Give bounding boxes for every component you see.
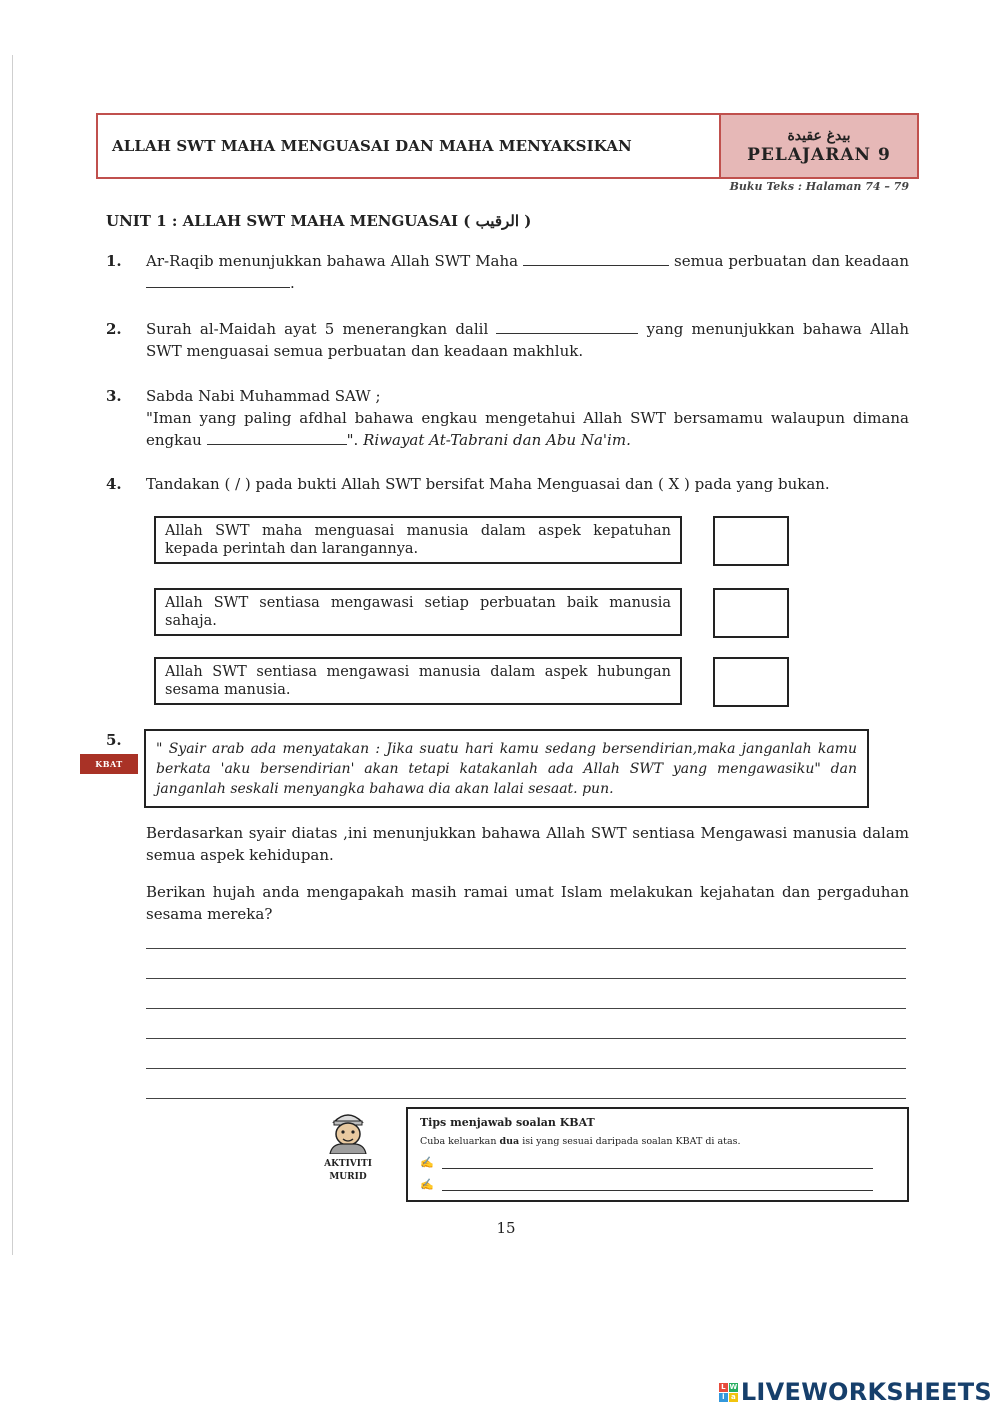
- question-3-blank[interactable]: [207, 431, 347, 445]
- tips-answer-line-1[interactable]: [442, 1157, 873, 1169]
- answer-line-4[interactable]: [146, 1038, 906, 1039]
- page-number: 15: [496, 1219, 516, 1237]
- tips-answer-1: [420, 1156, 895, 1169]
- kbat-badge: KBAT: [80, 754, 138, 774]
- question-1-number: 1.: [106, 252, 122, 270]
- question-2-part2: yang menunjukkan bahawa Allah SWT menguasai semua perbuatan dan keadaan makhluk.: [146, 320, 909, 360]
- answer-box-3[interactable]: [713, 657, 789, 707]
- question-3-text: [146, 385, 909, 451]
- liveworksheets-logo-icon: L W l a: [719, 1383, 738, 1402]
- student-figure-icon: [324, 1108, 372, 1154]
- question-3-line1: Sabda Nabi Muhammad SAW ;: [146, 387, 381, 405]
- unit-title: UNIT 1 : ALLAH SWT MAHA MENGUASAI ( الرقيب ): [106, 212, 532, 230]
- question-5-paragraph-2: Berikan hujah anda mengapakah masih ramai umat Islam melakukan kejahatan dan pergaduhan sesama mereka?: [146, 883, 909, 923]
- liveworksheets-logo-text: LIVEWORKSHEETS: [740, 1378, 992, 1406]
- question-1-part3: .: [290, 274, 295, 292]
- lesson-title: PELAJARAN 9: [747, 145, 891, 165]
- question-4-number: 4.: [106, 475, 122, 493]
- question-1-blank-2[interactable]: [146, 274, 290, 288]
- tips-title: Tips menjawab soalan KBAT: [420, 1116, 595, 1129]
- question-1-blank-1[interactable]: [523, 252, 669, 266]
- statement-1: Allah SWT maha menguasai manusia dalam aspek kepatuhan kepada perintah dan larangannya.: [154, 516, 682, 564]
- header-title: ALLAH SWT MAHA MENGUASAI DAN MAHA MENYAKSIKAN: [112, 137, 632, 155]
- question-2-blank[interactable]: [496, 320, 638, 334]
- answer-line-1[interactable]: [146, 948, 906, 949]
- question-2-number: 2.: [106, 320, 122, 338]
- question-3-number: 3.: [106, 387, 122, 405]
- pen-icon: ✍: [420, 1178, 434, 1191]
- answer-line-6[interactable]: [146, 1098, 906, 1099]
- activity-label-1: AKTIVITI: [324, 1159, 372, 1169]
- question-1-part1: Ar-Raqib menunjukkan bahawa Allah SWT Maha: [146, 252, 519, 270]
- tips-text: Cuba keluarkan dua isi yang sesuai daripada soalan KBAT di atas.: [420, 1136, 741, 1147]
- tips-answer-2: [420, 1178, 895, 1191]
- statement-3: Allah SWT sentiasa mengawasi manusia dalam aspek hubungan sesama manusia.: [154, 657, 682, 705]
- question-5-number: 5.: [106, 731, 122, 749]
- answer-line-5[interactable]: [146, 1068, 906, 1069]
- question-1-text: [146, 250, 909, 294]
- pen-icon: ✍: [420, 1156, 434, 1169]
- question-2-text: [146, 318, 909, 362]
- question-3-quote-end: ".: [346, 431, 359, 449]
- question-4-instruction: Tandakan ( / ) pada bukti Allah SWT bersifat Maha Menguasai dan ( X ) pada yang bukan.: [146, 475, 830, 493]
- liveworksheets-logo[interactable]: [719, 1378, 992, 1406]
- activity-label-2: MURID: [329, 1172, 367, 1182]
- question-2-part1: Surah al-Maidah ayat 5 menerangkan dalil: [146, 320, 489, 338]
- statement-2: Allah SWT sentiasa mengawasi setiap perbuatan baik manusia sahaja.: [154, 588, 682, 636]
- textbook-reference: Buku Teks : Halaman 74 – 79: [729, 180, 909, 193]
- answer-line-2[interactable]: [146, 978, 906, 979]
- question-5-paragraph-1: Berdasarkan syair diatas ,ini menunjukkan bahawa Allah SWT sentiasa Mengawasi manusia dalam semua aspek kehidupan.: [146, 824, 909, 864]
- answer-box-2[interactable]: [713, 588, 789, 638]
- answer-line-3[interactable]: [146, 1008, 906, 1009]
- student-activity: [316, 1108, 380, 1184]
- arabic-subtitle: بيدغ عقيدة: [787, 128, 851, 144]
- question-3-hadith: "Iman yang paling afdhal bahawa engkau mengetahui Allah SWT bersamamu walaupun dimana engkau: [146, 409, 909, 449]
- header-box: [96, 113, 919, 179]
- lesson-panel: [719, 115, 917, 177]
- tips-box: [406, 1107, 909, 1202]
- question-1-part2: semua perbuatan dan keadaan: [674, 252, 909, 270]
- question-3-source: Riwayat At-Tabrani dan Abu Na'im.: [363, 431, 631, 449]
- poem-box: " Syair arab ada menyatakan : Jika suatu hari kamu sedang bersendirian,maka janganlah kamu berkata 'aku bersendirian' akan tetapi katakanlah ada Allah SWT yang mengawasiku" dan janganlah seskali menyangka bahawa dia akan lalai sesaat. pun.: [144, 729, 869, 808]
- answer-box-1[interactable]: [713, 516, 789, 566]
- margin-line: [12, 55, 13, 1255]
- tips-answer-line-2[interactable]: [442, 1179, 873, 1191]
